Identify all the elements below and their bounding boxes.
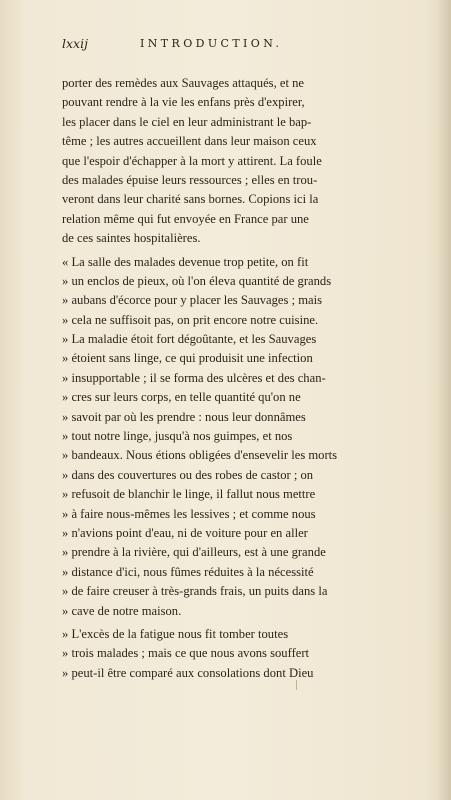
text-line: veront dans leur charité sans bornes. Copions ici la (62, 192, 319, 207)
text-line: » distance d'ici, nous fûmes réduites à la nécessité (62, 564, 314, 579)
text-line: » n'avions point d'eau, ni de voiture pour en aller (62, 525, 308, 540)
text-line: » peut-il être comparé aux consolations dont Dieu (62, 665, 314, 680)
text-line: » un enclos de pieux, où l'on éleva quantité de grands (62, 273, 332, 288)
text-line: » insupportable ; il se forma des ulcères et des chan- (62, 370, 326, 385)
paper-mark (296, 680, 297, 690)
page-number: lxxij (62, 36, 88, 51)
text-line: » La maladie étoit fort dégoûtante, et les Sauvages (62, 332, 317, 347)
text-line: que l'espoir d'échapper à la mort y attirent. La foule (62, 153, 322, 168)
text-line: » de faire creuser à très-grands frais, un puits dans la (62, 584, 328, 599)
text-line: de ces saintes hospitalières. (62, 231, 201, 246)
text-line: » prendre à la rivière, qui d'ailleurs, est à une grande (62, 545, 326, 560)
text-line: » bandeaux. Nous étions obligées d'ensevelir les morts (62, 448, 338, 463)
text-line: » aubans d'écorce pour y placer les Sauvages ; mais (62, 293, 322, 308)
text-line: » trois malades ; mais ce que nous avons souffert (62, 646, 310, 661)
text-line: » cave de notre maison. (62, 603, 182, 618)
text-line: » dans des couvertures ou des robes de castor ; on (62, 467, 314, 482)
text-line: » refusoit de blanchir le linge, il fallut nous mettre (62, 487, 316, 502)
text-line: » à faire nous-mêmes les lessives ; et comme nous (62, 506, 316, 521)
text-line: des malades épuise leurs ressources ; elles en trou- (62, 172, 318, 187)
body-text (62, 70, 374, 683)
text-line: » L'excès de la fatigue nous fit tomber toutes (62, 626, 289, 641)
text-line: pouvant rendre à la vie les enfans près d'expirer, (62, 95, 305, 110)
text-line: » étoient sans linge, ce qui produisit une infection (62, 351, 313, 366)
text-line: relation même qui fut envoyée en France par une (62, 211, 309, 226)
text-line: » tout notre linge, jusqu'à nos guimpes, et nos (62, 429, 293, 444)
text-line: » savoit par où les prendre : nous leur donnâmes (62, 409, 306, 424)
paragraph (62, 74, 374, 249)
text-line: les placer dans le ciel en leur administrant le bap- (62, 114, 312, 129)
page-header (62, 36, 372, 56)
text-line: » cres sur leurs corps, en telle quantité qu'on ne (62, 390, 301, 405)
text-line: porter des remèdes aux Sauvages attaqués, et ne (62, 76, 304, 90)
text-line: » cela ne suffisoit pas, on prit encore notre cuisine. (62, 312, 319, 327)
paragraph (62, 625, 374, 683)
paragraph (62, 253, 374, 621)
running-title: INTRODUCTION. (140, 37, 283, 50)
text-line: « La salle des malades devenue trop petite, on fit (62, 254, 309, 269)
text-line: tême ; les autres accueillent dans leur maison ceux (62, 134, 317, 149)
